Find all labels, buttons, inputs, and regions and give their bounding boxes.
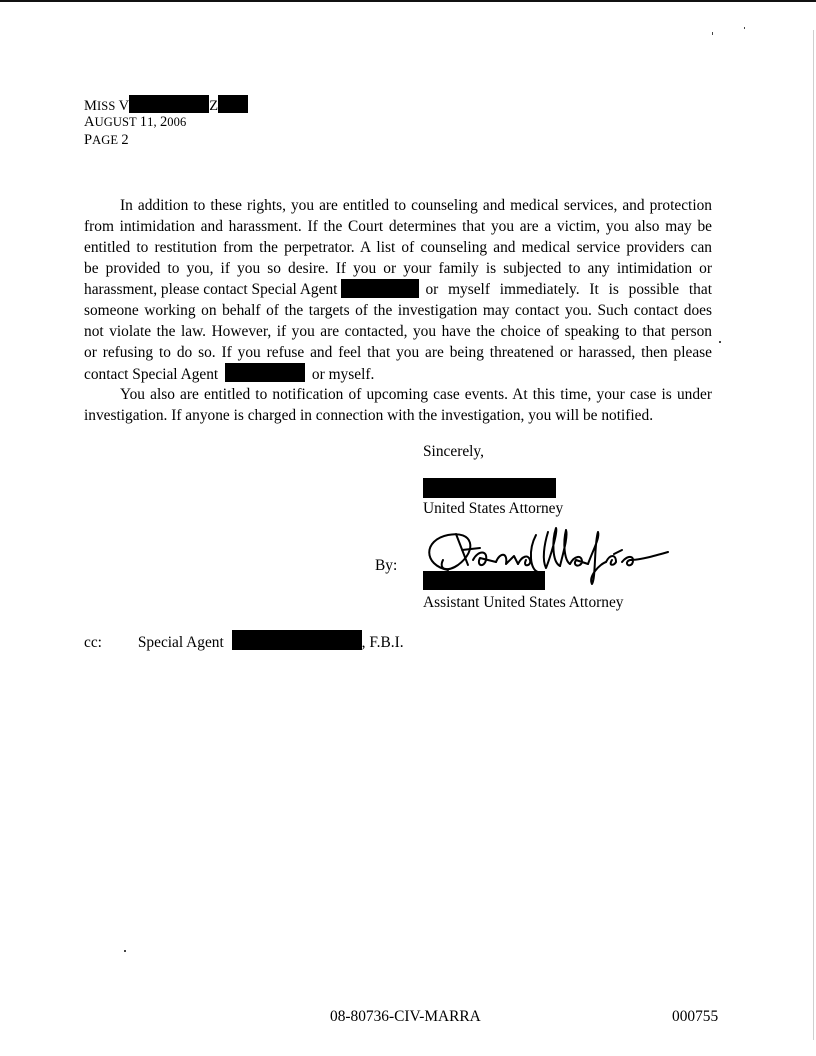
paragraph-notification xyxy=(84,384,712,426)
letter-date: AUGUST 11, 2006 xyxy=(84,114,187,130)
scan-speck xyxy=(712,32,713,35)
scan-speck xyxy=(719,341,721,343)
paragraph-rights xyxy=(84,195,712,384)
recipient-line xyxy=(84,95,248,115)
closing-title-ausa: Assistant United States Attorney xyxy=(423,594,624,611)
cc-suffix: , F.B.I. xyxy=(361,634,404,651)
recipient-prefix: MISS V xyxy=(84,98,130,114)
text-line: In addition to these rights, you are entitled to counseling and medical services, and protection xyxy=(120,197,712,214)
text-fragment: or myself. xyxy=(311,366,375,383)
redaction-bar xyxy=(341,279,419,298)
redaction-bar xyxy=(218,95,248,113)
text-line: or refusing to do so. If you refuse and feel that you are being threatened or harassed, then please xyxy=(84,344,712,361)
cc-prefix: Special Agent xyxy=(137,634,224,651)
text-line: someone working on behalf of the targets of the investigation may contact you. Such contact does xyxy=(84,302,712,319)
redaction-bar xyxy=(423,571,545,590)
text-fragment: or myself immediately. It is possible that xyxy=(425,281,712,298)
redaction-bar xyxy=(129,95,209,113)
text-line: from intimidation and harassment. If the Court determines that you are a victim, you also may be xyxy=(84,218,712,235)
cc-label: cc: xyxy=(84,634,102,651)
scan-speck xyxy=(744,27,745,29)
redaction-bar xyxy=(423,478,556,498)
text-fragment: harassment, please contact Special Agent xyxy=(84,281,338,298)
text-line: be provided to you, if you so desire. If you or your family is subjected to any intimidation or xyxy=(84,260,712,277)
text-line: not violate the law. However, if you are contacted, you have the choice of speaking to that person xyxy=(84,323,712,340)
text-line xyxy=(84,363,712,384)
recipient-mid: Z xyxy=(209,98,219,114)
letter-header xyxy=(84,95,248,149)
page-top-border xyxy=(0,0,816,2)
page-right-edge xyxy=(813,30,814,1040)
closing-by: By: xyxy=(375,557,398,574)
scan-speck xyxy=(124,950,126,952)
bates-number: 000755 xyxy=(672,1008,719,1025)
redaction-bar xyxy=(225,363,305,382)
text-line: You also are entitled to notification of upcoming case events. At this time, your case is under xyxy=(120,386,712,403)
text-fragment: contact Special Agent xyxy=(84,366,219,383)
case-number: 08-80736-CIV-MARRA xyxy=(330,1008,481,1025)
redaction-bar xyxy=(232,630,362,650)
cc-line xyxy=(84,630,404,653)
closing-sincerely: Sincerely, xyxy=(423,443,484,460)
page-number: PAGE 2 xyxy=(84,132,129,148)
text-line xyxy=(84,279,712,300)
text-line: entitled to restitution from the perpetrator. A list of counseling and medical service providers can xyxy=(84,239,712,256)
text-line: investigation. If anyone is charged in connection with the investigation, you will be notified. xyxy=(84,407,654,424)
closing-title-usa: United States Attorney xyxy=(423,500,564,517)
